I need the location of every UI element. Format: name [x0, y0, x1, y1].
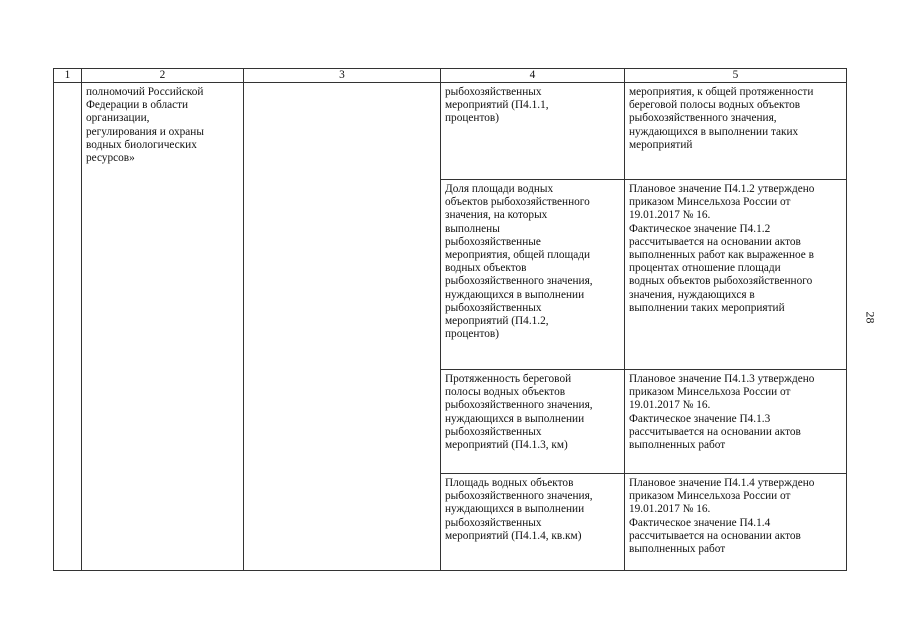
header-cell-5: 5	[625, 69, 847, 83]
col2-cell: полномочий Российской Федерации в области организации, регулирования и охраны водных биологических ресурсов»	[82, 83, 244, 571]
method-cell: Плановое значение П4.1.3 утверждено приказом Минсельхоза России от 19.01.2017 № 16. Фактическое значение П4.1.3 рассчитывается на основании актов выполненных работ	[625, 370, 847, 474]
method-cell: Плановое значение П4.1.4 утверждено приказом Минсельхоза России от 19.01.2017 № 16. Фактическое значение П4.1.4 рассчитывается на основании актов выполненных работ	[625, 474, 847, 571]
document-table	[53, 68, 847, 571]
header-cell-3: 3	[244, 69, 441, 83]
indicator-cell: Площадь водных объектов рыбохозяйственного значения, нуждающихся в выполнении рыбохозяйственных мероприятий (П4.1.4, кв.км)	[441, 474, 625, 571]
header-cell-1: 1	[54, 69, 82, 83]
method-cell: мероприятия, к общей протяженности береговой полосы водных объектов рыбохозяйственного значения, нуждающихся в выполнении таких мероприятий	[625, 83, 847, 180]
col3-cell	[244, 83, 441, 571]
header-cell-2: 2	[82, 69, 244, 83]
method-cell: Плановое значение П4.1.2 утверждено приказом Минсельхоза России от 19.01.2017 № 16. Фактическое значение П4.1.2 рассчитывается на основании актов выполненных работ как выраженное в процентах отношение площади водных объектов рыбохозяйственного значения, нуждающихся в выполнении таких мероприятий	[625, 180, 847, 370]
indicator-cell: рыбохозяйственных мероприятий (П4.1.1, процентов)	[441, 83, 625, 180]
col1-cell	[54, 83, 82, 571]
indicator-cell: Протяженность береговой полосы водных объектов рыбохозяйственного значения, нуждающихся в выполнении рыбохозяйственных мероприятий (П4.1.3, км)	[441, 370, 625, 474]
header-cell-4: 4	[441, 69, 625, 83]
page-number: 28	[863, 311, 878, 324]
header-row	[54, 69, 847, 83]
table-row	[54, 83, 847, 180]
indicator-cell: Доля площади водных объектов рыбохозяйственного значения, на которых выполнены рыбохозяйственные мероприятия, общей площади водных объектов рыбохозяйственного значения, нуждающихся в выполнении рыбохозяйственных мероприятий (П4.1.2, процентов)	[441, 180, 625, 370]
